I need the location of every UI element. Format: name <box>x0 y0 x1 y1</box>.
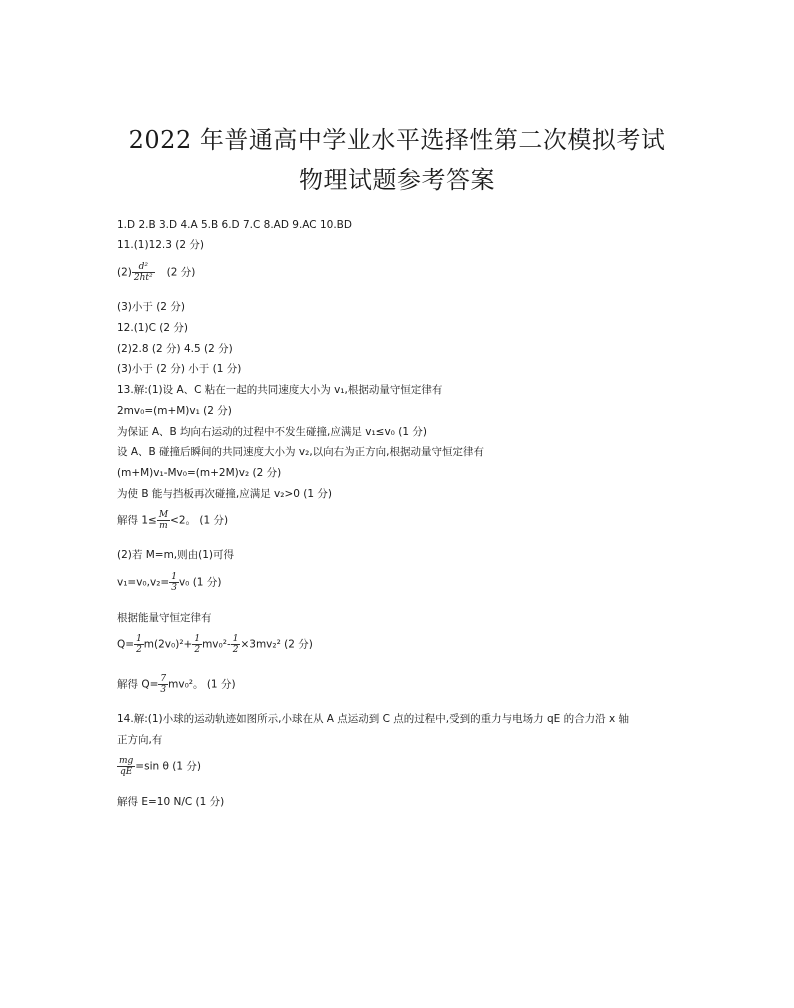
q11-part3: (3)小于 (2 分) <box>117 301 185 313</box>
q11-part1: 11.(1)12.3 (2 分) <box>117 239 204 251</box>
q13-energy-fraction-1-den: 2 <box>136 645 142 655</box>
q13-v2-fraction <box>169 572 179 593</box>
q13-energy-fraction-2 <box>192 634 202 655</box>
document-title-line2: 物理试题参考答案 <box>299 166 495 194</box>
document-title-line1: 2022 年普通高中学业水平选择性第二次模拟考试 <box>128 126 666 154</box>
q13-energy-fraction-3-den: 2 <box>232 645 239 655</box>
mc-answers: 1.D 2.B 3.D 4.A 5.B 6.D 7.C 8.AD 9.AC 10.BD <box>117 219 352 231</box>
q13-line7 <box>117 510 228 531</box>
q13-energy-fraction-3-num: 1 <box>232 634 239 644</box>
q11-part2-score: (2 分) <box>166 266 196 279</box>
q14-line2: 正方向,有 <box>117 734 163 746</box>
q12-part1: 12.(1)C (2 分) <box>117 322 188 334</box>
q11-fraction <box>132 262 155 283</box>
q14-force-numerator: mg <box>119 756 134 766</box>
q12-part3: (3)小于 (2 分) 小于 (1 分) <box>117 363 242 375</box>
q13-v2-numerator: 1 <box>171 572 177 582</box>
q13-line3: 为保证 A、B 均向右运动的过程中不发生碰撞,应满足 v₁≤v₀ (1 分) <box>117 426 427 438</box>
q14-line3-suffix: =sin θ (1 分) <box>135 760 201 773</box>
q13-line11-a: Q= <box>117 638 135 651</box>
q13-v2-denominator: 3 <box>171 583 177 593</box>
q13-line5: (m+M)v₁-Mv₀=(m+2M)v₂ (2 分) <box>117 467 282 479</box>
q11-fraction-denominator: 2ht² <box>133 273 153 283</box>
q13-line7-suffix: <2。 (1 分) <box>170 514 229 527</box>
q13-line11-c: mv₀²- <box>202 638 231 651</box>
q13-line6: 为使 B 能与挡板再次碰撞,应满足 v₂>0 (1 分) <box>117 488 333 500</box>
q13-line10: 根据能量守恒定律有 <box>117 612 212 624</box>
q11-fraction-numerator: d² <box>132 262 155 273</box>
q13-energy-fraction-3 <box>231 634 241 655</box>
q13-line11-d: ×3mv₂² (2 分) <box>240 638 313 651</box>
q13-energy-fraction-2-den: 2 <box>194 645 201 655</box>
q13-energy-fraction-1 <box>134 634 144 655</box>
q14-line1: 14.解:(1)小球的运动轨迹如图所示,小球在从 A 点运动到 C 点的过程中,受到的重力与电场力 qE 的合力沿 x 轴 <box>117 713 630 725</box>
q13-ratio-fraction <box>157 510 170 531</box>
q14-force-fraction <box>117 756 135 777</box>
q13-result-fraction <box>158 674 168 695</box>
q13-line2: 2mv₀=(m+M)v₁ (2 分) <box>117 405 232 417</box>
q13-ratio-numerator: M <box>158 510 169 520</box>
q13-line9-suffix: v₀ (1 分) <box>178 576 222 589</box>
q13-line7-prefix: 解得 1≤ <box>117 514 157 527</box>
q13-energy-fraction-2-num: 1 <box>194 634 201 644</box>
q13-line8: (2)若 M=m,则由(1)可得 <box>117 549 235 561</box>
q13-line1: 13.解:(1)设 A、C 粘在一起的共同速度大小为 v₁,根据动量守恒定律有 <box>117 384 443 396</box>
q14-line3 <box>117 756 201 777</box>
q13-line11 <box>117 634 313 655</box>
q12-part2: (2)2.8 (2 分) 4.5 (2 分) <box>117 343 233 355</box>
q13-line12 <box>117 674 236 695</box>
q13-line11-b: m(2v₀)²+ <box>143 638 193 651</box>
q13-line4: 设 A、B 碰撞后瞬间的共同速度大小为 v₂,以向右为正方向,根据动量守恒定律有 <box>117 446 484 458</box>
q11-part2 <box>117 262 195 283</box>
q13-line12-prefix: 解得 Q= <box>117 678 159 691</box>
q14-line4: 解得 E=10 N/C (1 分) <box>117 796 225 808</box>
q13-result-numerator: 7 <box>160 674 167 684</box>
q14-force-denominator: qE <box>119 767 133 777</box>
q13-ratio-denominator: m <box>159 521 168 531</box>
q13-line9 <box>117 572 221 593</box>
q11-part2-prefix: (2) <box>117 266 132 279</box>
q13-energy-fraction-1-num: 1 <box>136 634 142 644</box>
q13-line9-prefix: v₁=v₀,v₂= <box>117 576 170 589</box>
q13-result-denominator: 3 <box>160 685 167 695</box>
q13-line12-suffix: mv₀²。 (1 分) <box>168 678 236 691</box>
